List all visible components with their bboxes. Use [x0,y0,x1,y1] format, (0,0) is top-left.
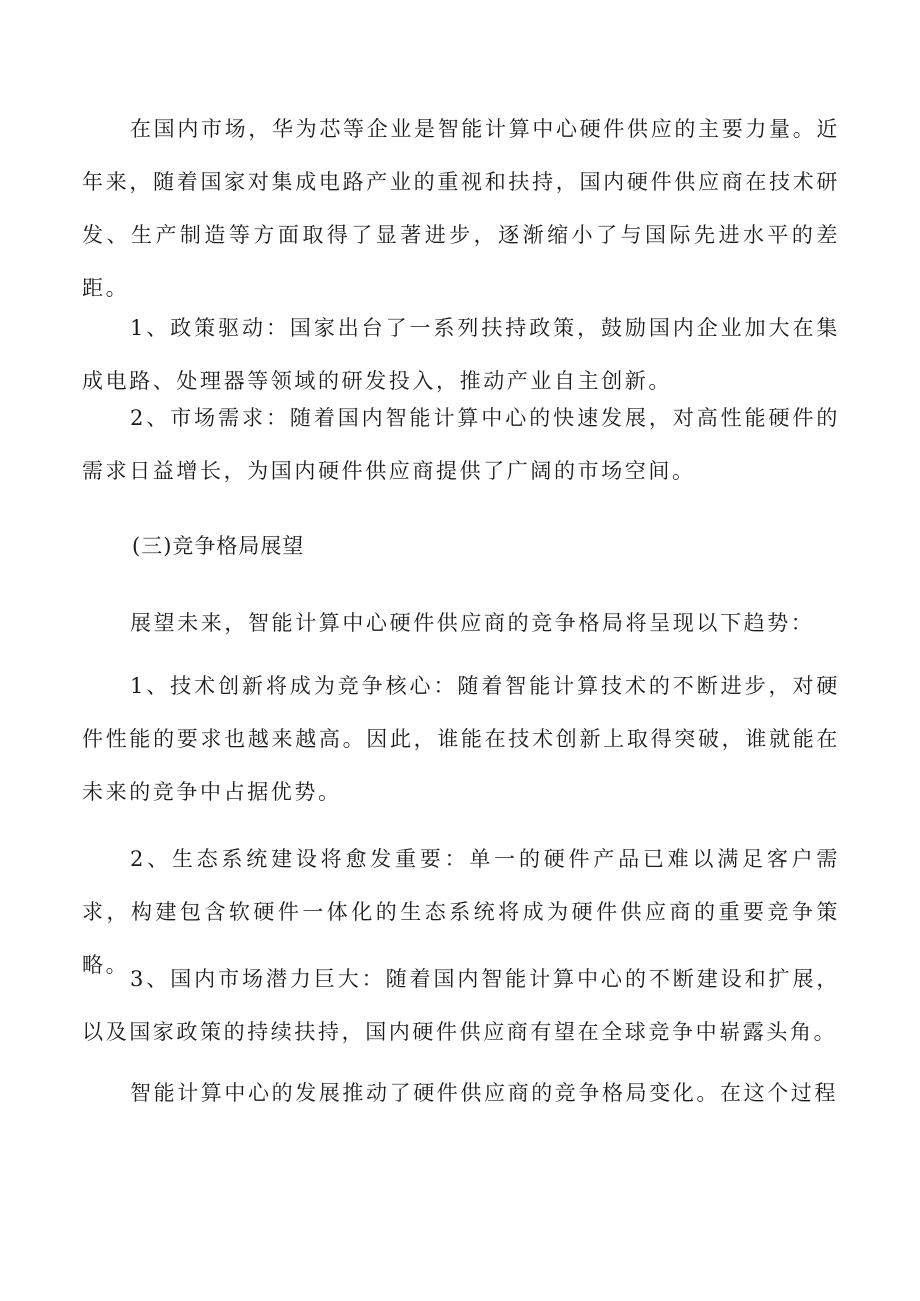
section-heading: (三)竞争格局展望 [132,534,305,558]
paragraph-ecosystem: 2、生态系统建设将愈发重要：单一的硬件产品已难以满足客户需求，构建包含软硬件一体化的生态系统将成为硬件供应商的重要竞争策略。 [82,847,840,977]
paragraph-tech-innovation: 1、技术创新将成为竞争核心：随着智能计算技术的不断进步，对硬件性能的要求也越来越高。因此，谁能在技术创新上取得突破，谁就能在未来的竞争中占据优势。 [82,674,840,804]
paragraph-domestic-market: 在国内市场，华为芯等企业是智能计算中心硬件供应的主要力量。近年来，随着国家对集成电路产业的重视和扶持，国内硬件供应商在技术研发、生产制造等方面取得了显著进步，逐渐缩小了与国际先进水平的差距。 [82,117,840,300]
paragraph-policy-driven: 1、政策驱动：国家出台了一系列扶持政策，鼓励国内企业加大在集成电路、处理器等领域的研发投入，推动产业自主创新。 [82,316,840,393]
paragraph-domestic-potential: 3、国内市场潜力巨大：随着国内智能计算中心的不断建设和扩展，以及国家政策的持续扶持，国内硬件供应商有望在全球竞争中崭露头角。 [82,967,840,1044]
paragraph-conclusion: 智能计算中心的发展推动了硬件供应商的竞争格局变化。在这个过程 [130,1081,838,1105]
paragraph-market-demand: 2、市场需求：随着国内智能计算中心的快速发展，对高性能硬件的需求日益增长，为国内硬件供应商提供了广阔的市场空间。 [82,406,840,483]
paragraph-outlook-intro: 展望未来，智能计算中心硬件供应商的竞争格局将呈现以下趋势： [130,611,815,635]
